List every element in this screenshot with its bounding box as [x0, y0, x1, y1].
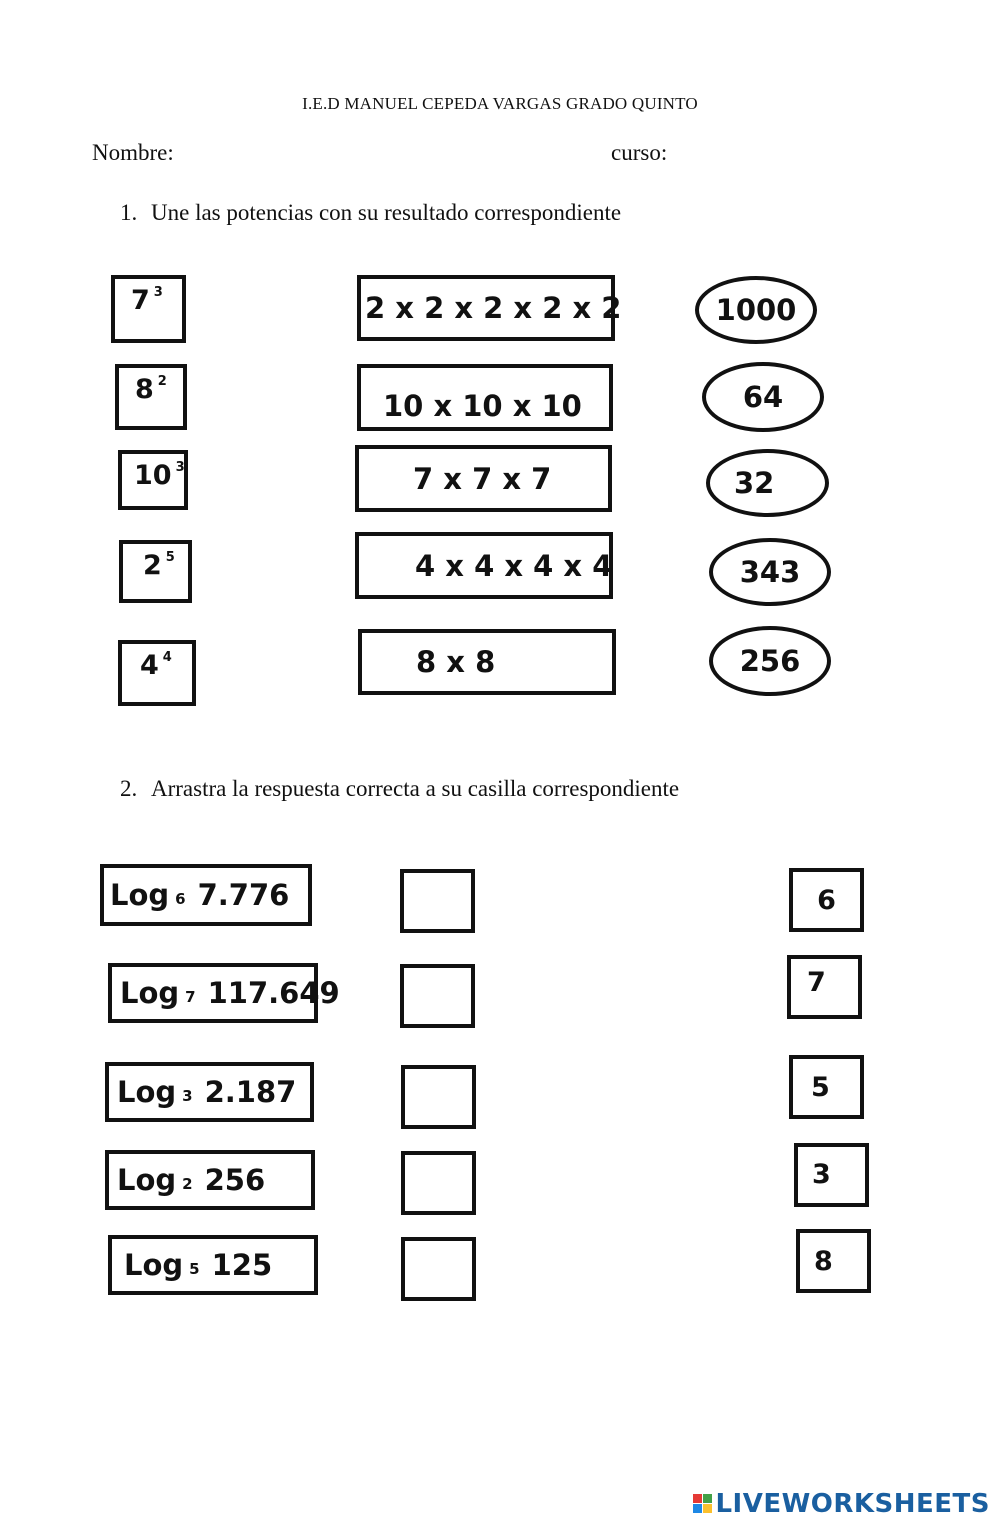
log-value: 256 [204, 1163, 266, 1197]
power-base: 7 [131, 285, 150, 316]
result-oval[interactable] [709, 626, 831, 696]
school-header: I.E.D MANUEL CEPEDA VARGAS GRADO QUINTO [302, 94, 698, 113]
power-box[interactable] [115, 364, 187, 430]
log-value: 7.776 [197, 878, 290, 912]
question-2-text: Arrastra la respuesta correcta a su casilla correspondiente [151, 776, 680, 801]
answer-option[interactable] [796, 1229, 871, 1293]
log-base: 5 [189, 1260, 200, 1278]
answer-drop-box[interactable] [401, 1151, 476, 1215]
log-word: Log [120, 976, 180, 1010]
power-exponent: 5 [165, 550, 175, 565]
name-label: Nombre: [92, 140, 174, 165]
question-1-number: 1. [120, 200, 138, 225]
product-text: 7 x 7 x 7 [413, 461, 552, 496]
log-word: Log [124, 1248, 184, 1282]
answer-text: 3 [812, 1159, 831, 1190]
log-value: 2.187 [204, 1075, 297, 1109]
result-oval[interactable] [702, 362, 824, 432]
log-word: Log [117, 1163, 177, 1197]
log-value: 125 [211, 1248, 273, 1282]
power-exponent: 3 [153, 285, 163, 300]
product-box[interactable] [355, 445, 612, 512]
result-text: 32 [734, 466, 775, 500]
log-word: Log [110, 878, 170, 912]
product-box[interactable] [358, 629, 616, 695]
result-oval[interactable] [706, 449, 829, 517]
log-value: 117.649 [207, 976, 340, 1010]
power-box[interactable] [118, 450, 188, 510]
product-box[interactable] [357, 275, 622, 341]
product-box[interactable] [355, 532, 613, 599]
answer-text: 5 [811, 1071, 830, 1103]
liveworksheets-logo [693, 1489, 990, 1519]
product-text: 2 x 2 x 2 x 2 x 2 [365, 291, 622, 325]
power-exponent: 3 [175, 460, 185, 475]
liveworksheets-brand: LIVEWORKSHEETS [715, 1489, 990, 1519]
answer-drop-box[interactable] [401, 1065, 476, 1129]
log-box [108, 1235, 318, 1295]
product-text: 4 x 4 x 4 x 4 [415, 548, 613, 583]
log-base: 6 [175, 890, 186, 908]
power-exponent: 2 [157, 374, 167, 389]
answer-option[interactable] [789, 868, 864, 932]
log-box [105, 1150, 315, 1210]
result-text: 256 [739, 644, 801, 678]
answer-drop-box[interactable] [401, 1237, 476, 1301]
result-text: 343 [739, 555, 801, 589]
power-box[interactable] [119, 540, 192, 603]
course-label: curso: [611, 140, 668, 165]
result-oval[interactable] [709, 538, 831, 606]
result-text: 1000 [715, 293, 797, 327]
product-box[interactable] [357, 364, 613, 431]
log-word: Log [117, 1075, 177, 1109]
answer-text: 7 [807, 967, 826, 998]
result-text: 64 [742, 380, 784, 414]
power-base: 10 [134, 460, 172, 491]
answer-drop-box[interactable] [400, 964, 475, 1028]
log-box [108, 963, 340, 1023]
power-base: 8 [135, 374, 154, 405]
answer-text: 8 [814, 1245, 833, 1277]
liveworksheets-logo-icon [693, 1494, 713, 1514]
log-box [100, 864, 312, 926]
power-box[interactable] [118, 640, 196, 706]
log-base: 7 [185, 988, 196, 1006]
answer-option[interactable] [787, 955, 862, 1019]
power-base: 2 [143, 550, 162, 581]
power-exponent: 4 [162, 650, 172, 665]
power-base: 4 [140, 650, 159, 681]
power-box[interactable] [111, 275, 186, 343]
question-2-number: 2. [120, 776, 138, 801]
answer-drop-box[interactable] [400, 869, 475, 933]
log-base: 2 [182, 1175, 193, 1193]
log-base: 3 [182, 1087, 193, 1105]
answer-text: 6 [817, 884, 836, 916]
result-oval[interactable] [695, 276, 817, 344]
product-text: 10 x 10 x 10 [383, 388, 582, 423]
answer-option[interactable] [794, 1143, 869, 1207]
answer-option[interactable] [789, 1055, 864, 1119]
product-text: 8 x 8 [416, 645, 496, 679]
log-box [105, 1062, 314, 1122]
question-1-text: Une las potencias con su resultado correspondiente [151, 200, 622, 225]
